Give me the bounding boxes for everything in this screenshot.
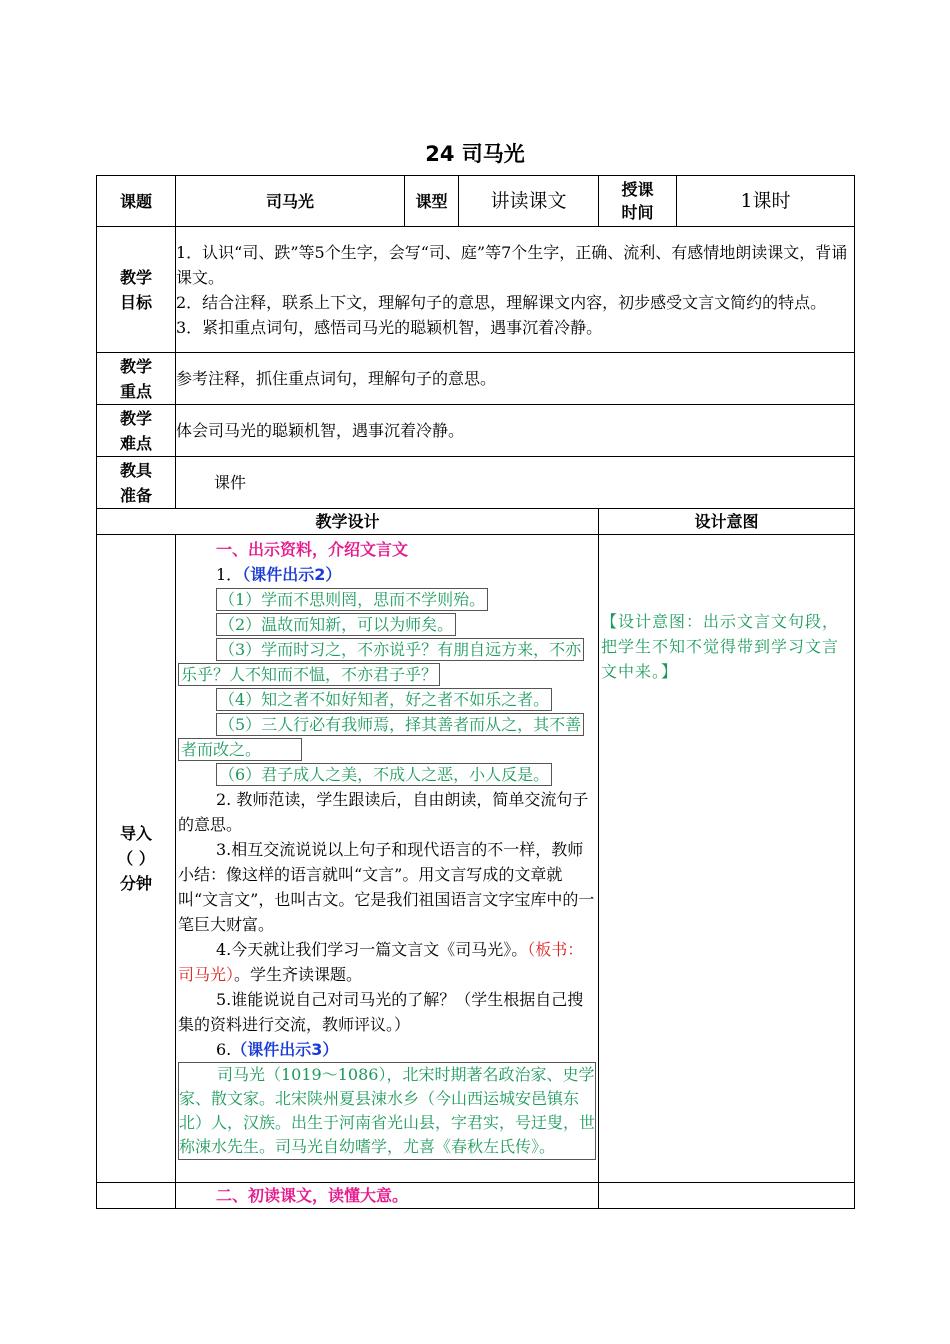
step-4-text-end: 。学生齐读课题。 (234, 965, 363, 984)
goal-item: 3．紧扣重点词句，感悟司马光的聪颖机智，遇事沉着冷静。 (176, 317, 603, 337)
time-label-line1: 授课 (621, 180, 654, 199)
goal-item: 2．结合注释，联系上下文，理解句子的意思，理解课文内容，初步感受文言文简约的特点。 (176, 292, 827, 312)
difficulties-row (97, 405, 855, 457)
design-header: 教学设计 (97, 509, 599, 535)
section2-label-cell (97, 1183, 176, 1209)
step-4-text: 4.今天就让我们学习一篇文言文《司马光》。 (216, 940, 528, 959)
section2-content (176, 1183, 599, 1209)
quote-line (178, 662, 596, 687)
step-6-courseware: （课件出示3） (231, 1040, 339, 1059)
goals-row (97, 227, 855, 353)
step-2: 2. 教师范读，学生跟读后，自由朗读，简单交流句子的意思。 (178, 790, 589, 834)
tools-label-line2: 准备 (119, 485, 152, 505)
difficulties-label-line2: 难点 (119, 433, 152, 453)
bio-box: 司马光（1019～1086），北宋时期著名政治家、史学家、散文家。北宋陕州夏县涑水乡（今山西运城安邑镇东北）人，汉族。出生于河南省光山县，字君实，号迂叟，世称涑水先生。司马光自幼嗜学，尤喜《春秋左氏传》。 (178, 1062, 596, 1160)
goals-content (176, 227, 855, 353)
quote-box: （2）温故而知新，可以为师矣。 (216, 613, 456, 636)
step-4 (178, 937, 596, 987)
step-3: 3.相互交流说说以上句子和现代语言的不一样，教师小结：像这样的语言就叫“文言”。用文言写成的文章就叫“文言文”，也叫古文。它是我们祖国语言文字宝库中的一笔巨大财富。 (178, 840, 595, 934)
goals-label-line1: 教学 (119, 267, 152, 287)
step-6-prefix: 6. (216, 1040, 232, 1059)
intent-cell (599, 535, 855, 1183)
section-heading-2: 二、初读课文，读懂大意。 (216, 1186, 409, 1205)
quote-box: 乐乎？人不知而不愠，不亦君子乎？ (178, 663, 440, 686)
section2-intent-cell (599, 1183, 855, 1209)
intro-label-line3: 分钟 (119, 874, 152, 893)
quote-box: 者而改之。 (178, 738, 302, 761)
tools-text: 课件 (176, 457, 855, 509)
quote-line (178, 687, 596, 712)
intro-row (97, 535, 855, 1183)
section2-row (97, 1183, 855, 1209)
quote-line (178, 737, 596, 762)
intro-label-line1: 导入 (119, 824, 152, 843)
tools-label-line1: 教具 (119, 460, 152, 480)
quote-box: （6）君子成人之美，不成人之恶，小人反是。 (216, 763, 552, 786)
quote-line (178, 637, 596, 662)
intro-label-line2: （ ） (117, 849, 155, 868)
step-4-blackboard: （板书：司马光） (178, 940, 584, 984)
topic-label: 课题 (97, 176, 176, 227)
step-5: 5.谁能说说自己对司马光的了解？（学生根据自己搜集的资料进行交流，教师评议。） (178, 990, 584, 1034)
step-6 (178, 1037, 596, 1062)
goals-label (97, 227, 176, 353)
time-value: 1课时 (677, 176, 855, 227)
section-heading-1: 一、出示资料，介绍文言文 (216, 540, 409, 559)
step-1 (178, 562, 596, 587)
quote-box: （5）三人行必有我师焉，择其善者而从之，其不善 (216, 713, 584, 736)
lesson-plan-table (96, 175, 855, 1209)
type-value: 讲读课文 (459, 176, 599, 227)
difficulties-label-line1: 教学 (119, 408, 152, 428)
topic-value: 司马光 (176, 176, 405, 227)
page-title: 24 司马光 (425, 142, 525, 166)
tools-row (97, 457, 855, 509)
quote-box: （3）学而时习之，不亦说乎？有朋自远方来，不亦 (216, 638, 584, 661)
time-label-line2: 时间 (621, 203, 654, 222)
quote-line (178, 612, 596, 637)
quote-line (178, 587, 596, 612)
design-header-row (97, 509, 855, 535)
time-label (599, 176, 677, 227)
key-points-row (97, 353, 855, 405)
step-1-courseware: （课件出示2） (242, 565, 342, 584)
difficulties-text: 体会司马光的聪颖机智，遇事沉着冷静。 (176, 405, 855, 457)
type-label: 课型 (405, 176, 459, 227)
goals-label-line2: 目标 (119, 292, 152, 312)
quote-box: （4）知之者不如好知者，好之者不如乐之者。 (216, 688, 552, 711)
key-points-label-line1: 教学 (119, 356, 152, 376)
intro-label (97, 535, 176, 1183)
quote-box: （1）学而不思则罔，思而不学则殆。 (216, 588, 488, 611)
header-row (97, 176, 855, 227)
intent-header: 设计意图 (599, 509, 855, 535)
difficulties-label (97, 405, 176, 457)
design-intent-text: 【设计意图：出示文言文句段，把学生不知不觉得带到学习文言文中来。】 (601, 612, 840, 681)
goal-item: 1．认识“司、跌”等5个生字，会写“司、庭”等7个生字，正确、流利、有感情地朗读课文，背诵课文。 (176, 242, 848, 287)
quote-line (178, 762, 596, 787)
step-1-prefix: 1． (216, 565, 243, 584)
key-points-label-line2: 重点 (119, 381, 152, 401)
tools-label (97, 457, 176, 509)
intro-content (176, 535, 599, 1183)
key-points-label (97, 353, 176, 405)
quote-line (178, 712, 596, 737)
key-points-text: 参考注释，抓住重点词句，理解句子的意思。 (176, 353, 855, 405)
